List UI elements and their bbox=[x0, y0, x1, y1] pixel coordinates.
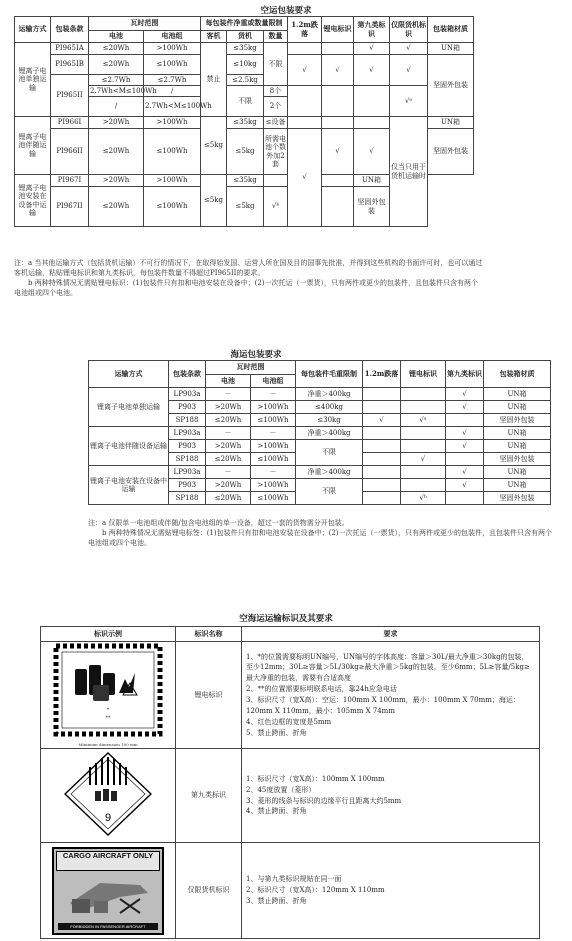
cell: PI966I bbox=[51, 117, 89, 129]
cell: 净重＞400kg bbox=[296, 427, 363, 440]
cell: / bbox=[89, 97, 144, 117]
cell bbox=[401, 479, 446, 492]
group-label: 锂离子电池安装在设备中运输 bbox=[15, 175, 51, 227]
cell: 净重＞400kg bbox=[296, 388, 363, 401]
cell: √ bbox=[363, 414, 401, 427]
hdr-wh: 瓦时范围 bbox=[89, 17, 201, 31]
cell: 坚固外包装 bbox=[484, 414, 551, 427]
cell bbox=[363, 466, 401, 479]
cell: UN箱 bbox=[484, 479, 551, 492]
cell: 坚固外包装 bbox=[484, 492, 551, 505]
lithium-mark-example bbox=[41, 642, 176, 749]
cell: √ bbox=[354, 55, 390, 86]
cell: √ bbox=[288, 55, 322, 86]
cao-mark-requirements bbox=[242, 843, 540, 939]
class9-diamond-icon bbox=[63, 751, 153, 837]
cell: ≤100Wh bbox=[144, 187, 201, 227]
cell: ≤20Wh bbox=[89, 187, 144, 227]
cell: ≤35kg bbox=[227, 43, 264, 55]
cell: ≤20Wh bbox=[89, 129, 144, 175]
hdr-cao: 仅限货机标识 bbox=[390, 17, 428, 43]
hdr-mat: 包装箱材质 bbox=[428, 17, 474, 43]
cell: ≤20Wh bbox=[89, 43, 144, 55]
cell: √ᵇ bbox=[264, 187, 288, 227]
hdr-c9: 第九类标识 bbox=[354, 17, 390, 43]
cell: PI967I bbox=[51, 175, 89, 187]
cell: ≤35kg bbox=[227, 175, 264, 187]
hdr-qty: 数量 bbox=[264, 31, 288, 43]
cell: 不限 bbox=[264, 43, 288, 86]
sea-note-a: 注：a 仅限单一电池组或伴随/包含电池组的单一设备，超过一套的货物需分开包装。 bbox=[88, 519, 349, 527]
cell: ≤5kg bbox=[201, 117, 227, 175]
hdr-mode: 运输方式 bbox=[15, 17, 51, 43]
cell: PI966II bbox=[51, 129, 89, 175]
cell: 2.7Wh<M≤100Wh bbox=[144, 97, 201, 117]
cell: ≤5kg bbox=[227, 129, 264, 175]
cell bbox=[446, 492, 484, 505]
cell bbox=[363, 388, 401, 401]
cell bbox=[363, 492, 401, 505]
cell: 坚固外包装 bbox=[484, 453, 551, 466]
cell: P903 bbox=[169, 401, 206, 414]
cao-label-forbidden: FORBIDDEN IN PASSENGER AIRCRAFT bbox=[58, 923, 158, 930]
cell: ≤100Wh bbox=[251, 453, 296, 466]
cell: √ bbox=[446, 427, 484, 440]
req-line: 5、禁止跨面、折角 bbox=[246, 728, 307, 737]
cell: √ᵃ bbox=[401, 414, 446, 427]
cell bbox=[264, 175, 288, 187]
cell: √ᵇ bbox=[401, 492, 446, 505]
req-line: 3、标识尺寸（宽X高）：空运：100mm X 100mm，最小：100mm X 70mm；海运：120mm X 110mm，最小：105mm X 74mm bbox=[246, 696, 520, 715]
lithium-mark-name: 锂电标识 bbox=[176, 642, 242, 749]
hdr-limit: 每包装件净重或数量限制 bbox=[201, 17, 288, 31]
group-label: 锂离子电池单独运输 bbox=[15, 43, 51, 117]
cell: √ᵃ bbox=[390, 86, 428, 117]
req-line: 1、标识尺寸（宽X高）：100mm X 100mm bbox=[246, 774, 385, 783]
cell: － bbox=[251, 388, 296, 401]
hdr-drop: 1.2m跌落 bbox=[363, 361, 401, 388]
cell: PI967II bbox=[51, 187, 89, 227]
cell: 2个 bbox=[264, 97, 288, 117]
cao-mark-example bbox=[41, 843, 176, 939]
cell: 仅当只用于货机运输时 bbox=[390, 117, 428, 227]
hdr-mat: 包装箱材质 bbox=[484, 361, 551, 388]
hdr-batt: 电池组 bbox=[251, 375, 296, 388]
cell: >20Wh bbox=[206, 401, 251, 414]
cell: √ bbox=[288, 129, 322, 227]
cell: √ bbox=[446, 479, 484, 492]
cell: 2.7Wh<M≤100Wh bbox=[90, 86, 157, 95]
cell: ≤2.5kg bbox=[227, 75, 264, 86]
cell bbox=[363, 401, 401, 414]
sea-notes bbox=[88, 518, 558, 548]
cell bbox=[322, 117, 354, 129]
group-label: 锂离子电池单独运输 bbox=[89, 388, 169, 427]
cell: >20Wh bbox=[89, 117, 144, 129]
cell: UN箱 bbox=[354, 175, 390, 187]
cell: ≤5kg bbox=[227, 187, 264, 227]
class9-mark-requirements bbox=[242, 749, 540, 843]
lithium-mark-dimension-caption: Minimum dimension 100 mm bbox=[78, 741, 138, 747]
cell: √ bbox=[401, 453, 446, 466]
cell bbox=[401, 440, 446, 453]
svg-text:**: ** bbox=[105, 714, 111, 721]
cell: UN箱 bbox=[484, 466, 551, 479]
cell bbox=[401, 427, 446, 440]
cell: ≤20Wh bbox=[206, 492, 251, 505]
cell bbox=[288, 117, 322, 129]
cell: ≤100Wh bbox=[251, 414, 296, 427]
cell: ≤100Wh bbox=[144, 55, 201, 75]
cell bbox=[363, 427, 401, 440]
cell: √ bbox=[390, 55, 428, 86]
cell: SP188 bbox=[169, 453, 206, 466]
hdr-wh: 瓦时范围 bbox=[206, 361, 296, 375]
cell: √ bbox=[354, 129, 390, 175]
cell bbox=[363, 453, 401, 466]
cell: √ bbox=[390, 43, 428, 55]
cell: 不限 bbox=[296, 440, 363, 466]
cell: 坚固外包装 bbox=[428, 129, 474, 175]
lithium-mark-requirements bbox=[242, 642, 540, 749]
cell: LP903a bbox=[169, 388, 206, 401]
aircraft-with-boxes-icon bbox=[60, 873, 154, 917]
req-line: 1、与第九类标识规贴在同一面 bbox=[246, 875, 342, 884]
cell: LP903a bbox=[169, 427, 206, 440]
req-line: 4、红色边框的宽度是5mm bbox=[246, 717, 332, 726]
marks-table-title: 空海运运输标识及其要求 bbox=[239, 614, 333, 624]
cell: ≤20Wh bbox=[89, 55, 144, 75]
class9-mark-name: 第九类标识 bbox=[176, 749, 242, 843]
marks-table bbox=[40, 626, 540, 939]
air-notes bbox=[14, 258, 484, 299]
req-line: 2、标识尺寸（宽X高）：120mm X 110mm bbox=[246, 886, 385, 895]
cell: 净重＞400kg bbox=[296, 466, 363, 479]
class9-mark-example bbox=[41, 749, 176, 843]
hdr-name: 标识名称 bbox=[176, 627, 242, 642]
cell: 8个 bbox=[264, 86, 288, 97]
cell: UN箱 bbox=[484, 401, 551, 414]
air-packaging-table bbox=[14, 16, 474, 227]
cell: √ bbox=[354, 43, 390, 55]
group-label: 锂离子电池伴随运输 bbox=[15, 117, 51, 175]
cao-mark-name: 仅限货机标识 bbox=[176, 843, 242, 939]
cell: >20Wh bbox=[206, 440, 251, 453]
cell bbox=[288, 43, 322, 55]
cell: >100Wh bbox=[144, 175, 201, 187]
cell bbox=[401, 466, 446, 479]
req-line: 3、菱形的线条与标识的边缘平行且距离大约5mm bbox=[246, 796, 402, 805]
hdr-mode: 运输方式 bbox=[89, 361, 169, 388]
cell: >100Wh bbox=[251, 440, 296, 453]
cell: SP188 bbox=[169, 492, 206, 505]
cell: UN箱 bbox=[428, 117, 474, 129]
cell bbox=[322, 43, 354, 55]
hdr-li: 锂电标识 bbox=[401, 361, 446, 388]
cell: ≤100Wh bbox=[144, 129, 201, 175]
air-note-a: 注：a 当其他运输方式（包括货机运输）不可行的情况下，在取得始发国、运营人所在国及目的国事先批准，并得到这些机构的书面许可时，也可以通过客机运输，粘贴锂电标识和第九类标识，每包装件数量不得超过PI965II的要求。 bbox=[14, 259, 483, 278]
cell: ≤35kg bbox=[227, 117, 264, 129]
svg-text:*: * bbox=[106, 706, 110, 713]
hdr-drop: 1.2m跌落 bbox=[288, 17, 322, 43]
cell: 禁止 bbox=[201, 43, 227, 117]
cell: ≤20Wh bbox=[206, 414, 251, 427]
req-line: 1、*的位置需要标明UN编号，UN编号的字体高度：容量＞30L/最大净重＞30kg的包装，至少12mm；30L≥容量＞5L/30kg≥最大净重＞5kg的包装，至少6mm；5L≥容量/5kg≥最大净重的包装，需要有合适高度 bbox=[246, 652, 530, 683]
cell: √ bbox=[322, 129, 354, 175]
hdr-cell: 电池 bbox=[206, 375, 251, 388]
cell: 不限 bbox=[296, 479, 363, 505]
cell: PI965IA bbox=[51, 43, 89, 55]
group-label: 锂离子电池安装在设备中运输 bbox=[89, 466, 169, 505]
cell bbox=[446, 414, 484, 427]
cell: >100Wh bbox=[251, 401, 296, 414]
cell: － bbox=[251, 427, 296, 440]
hdr-pax: 客机 bbox=[201, 31, 227, 43]
cell: ≤400kg bbox=[296, 401, 363, 414]
hdr-cargo: 货机 bbox=[227, 31, 264, 43]
cell bbox=[354, 117, 390, 129]
cell: － bbox=[206, 388, 251, 401]
hdr-c9: 第九类标识 bbox=[446, 361, 484, 388]
cell: UN箱 bbox=[484, 440, 551, 453]
cell: ≤2.7Wh bbox=[89, 75, 144, 86]
cell bbox=[363, 479, 401, 492]
cell: √ bbox=[446, 401, 484, 414]
cargo-aircraft-only-label-icon bbox=[52, 847, 164, 935]
cell: ≤100Wh bbox=[251, 492, 296, 505]
hdr-example: 标识示例 bbox=[41, 627, 176, 642]
cell: P903 bbox=[169, 479, 206, 492]
cell: >100Wh bbox=[144, 43, 201, 55]
cell: ≤10kg bbox=[227, 55, 264, 75]
sea-packaging-table bbox=[88, 360, 551, 505]
cell: √ bbox=[446, 466, 484, 479]
cell: LP903a bbox=[169, 466, 206, 479]
cell: UN箱 bbox=[484, 388, 551, 401]
air-table-title: 空运包装要求 bbox=[260, 6, 312, 16]
hdr-batt: 电池组 bbox=[144, 31, 201, 43]
cell: PI965II bbox=[51, 75, 89, 117]
group-label: 锂离子电池伴随设备运输 bbox=[89, 427, 169, 466]
cell: 坚固外包装 bbox=[354, 187, 390, 227]
cell: ≤30kg bbox=[296, 414, 363, 427]
hdr-req: 要求 bbox=[242, 627, 540, 642]
cell bbox=[322, 86, 354, 117]
cell bbox=[363, 440, 401, 453]
cell: √ bbox=[446, 388, 484, 401]
hdr-pkg: 包装条款 bbox=[169, 361, 206, 388]
cell: √ bbox=[322, 55, 354, 86]
cell: ≤5kg bbox=[201, 175, 227, 227]
cell: >100Wh bbox=[251, 479, 296, 492]
sea-note-b: b 两种特殊情况无需贴锂电标签：(1)包装件只有扣和电池安装在设备中；(2)一次托运（一票货），只有两件或更少的包装件，且包装件只含有两个电池组或四个电池。 bbox=[88, 529, 553, 548]
req-line: 4、禁止跨面、折角 bbox=[246, 807, 307, 816]
cell bbox=[446, 453, 484, 466]
cell: √ bbox=[446, 440, 484, 453]
cell: － bbox=[206, 466, 251, 479]
cell: ≤设备 bbox=[264, 117, 288, 129]
hdr-li: 锂电标识 bbox=[322, 17, 354, 43]
cell bbox=[401, 388, 446, 401]
hdr-pkg: 包装条款 bbox=[51, 17, 89, 43]
sea-table-title: 海运包装要求 bbox=[230, 350, 282, 360]
air-note-b: b 两种特殊情况无需贴锂电标识：(1)包装件只有扣和电池安装在设备中；(2)一次托运（一票货），只有两件或更少的包装件，且包装件只含有两个电池组或四个电池。 bbox=[14, 279, 479, 298]
cell: － bbox=[206, 427, 251, 440]
cell: >100Wh bbox=[144, 117, 201, 129]
cell: UN箱 bbox=[484, 427, 551, 440]
req-line: 3、禁止跨面、折角 bbox=[246, 896, 307, 905]
cell bbox=[322, 187, 354, 227]
class9-number: 9 bbox=[104, 812, 112, 825]
cell: P903 bbox=[169, 440, 206, 453]
cell bbox=[401, 401, 446, 414]
hdr-limit: 每包装件毛重限制 bbox=[296, 361, 363, 388]
cell: SP188 bbox=[169, 414, 206, 427]
req-line: 2、**的位置需要标明联系电话，靠24h应急电话 bbox=[246, 685, 397, 694]
cell: ≤20Wh bbox=[206, 453, 251, 466]
cell: PI965IB bbox=[51, 55, 89, 75]
req-line: 2、45度放置（菱形） bbox=[246, 785, 316, 794]
hdr-cell: 电池 bbox=[89, 31, 144, 43]
cell: ≤2.7Wh bbox=[144, 75, 201, 86]
cell: 坚固外包装 bbox=[428, 55, 474, 117]
cell: UN箱 bbox=[428, 43, 474, 55]
cell: >20Wh bbox=[206, 479, 251, 492]
cell bbox=[354, 86, 390, 117]
cell: / bbox=[144, 86, 201, 97]
cell bbox=[288, 86, 322, 117]
cell: >20Wh bbox=[89, 175, 144, 187]
cell bbox=[322, 175, 354, 187]
cao-label-heading: CARGO AIRCRAFT ONLY bbox=[56, 851, 160, 871]
cell: 所需电池个数外加2套 bbox=[264, 129, 288, 175]
cell: － bbox=[251, 466, 296, 479]
cell: 不限 bbox=[227, 86, 264, 117]
lithium-battery-mark-icon bbox=[53, 643, 163, 741]
